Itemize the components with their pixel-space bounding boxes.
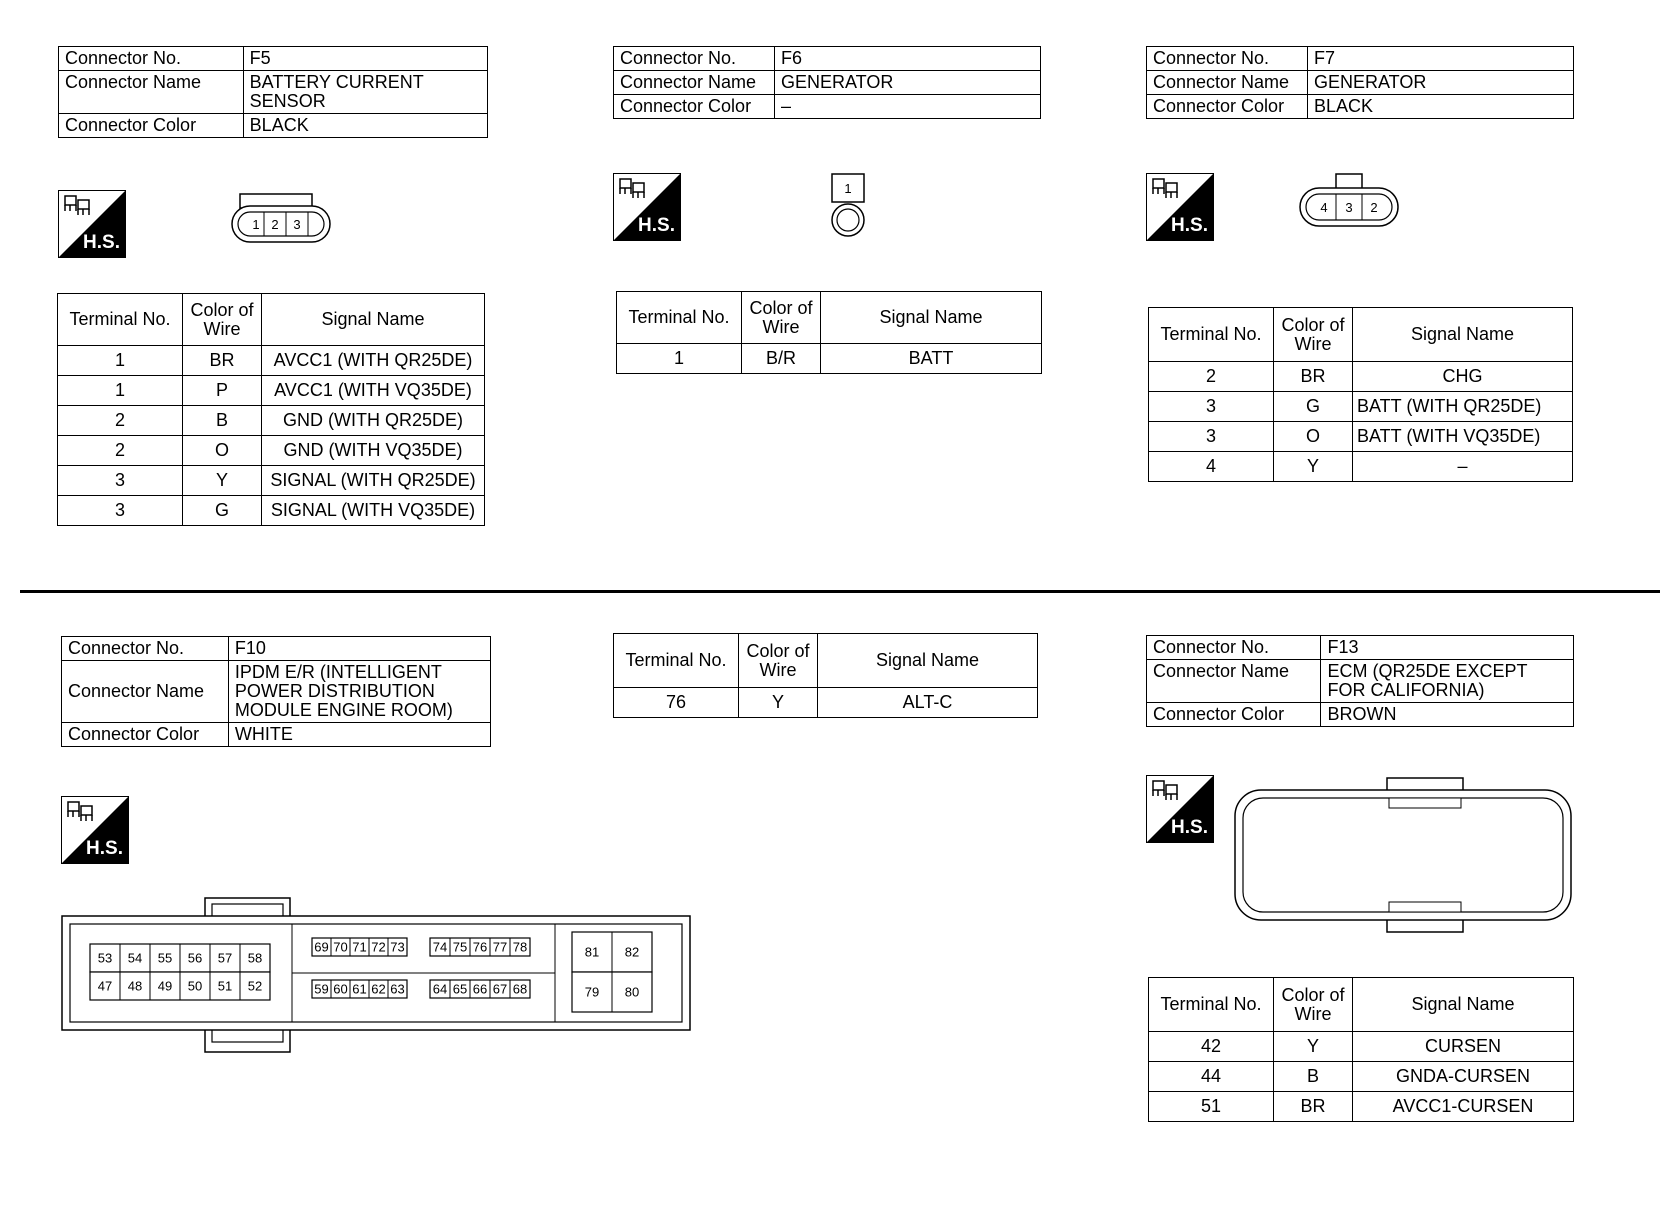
f7-pin-2: 2 (1370, 200, 1378, 215)
f6-connector-no: F6 (775, 47, 1041, 71)
f6-terminal-table (616, 291, 1042, 374)
f10-pin-61: 61 (352, 981, 367, 997)
f10-terminal-no-header: Terminal No. (614, 634, 739, 688)
f5-connector-color-label: Connector Color (59, 114, 244, 138)
f10-connector-no-label: Connector No. (62, 637, 229, 661)
f10-connector-name-label: Connector Name (62, 661, 229, 723)
f10-pin-68: 68 (512, 981, 528, 997)
f13-signal-name-header: Signal Name (1353, 978, 1574, 1032)
f13-info-table (1146, 635, 1574, 727)
f5-terminal-no-header: Terminal No. (58, 294, 183, 346)
f5-connector-name: BATTERY CURRENT SENSOR (243, 71, 487, 114)
f10-pin-77: 77 (492, 939, 508, 955)
table-row: 42 Y CURSEN (1149, 1032, 1574, 1062)
f10-pin-63: 63 (390, 981, 405, 997)
f13-connector-face (1233, 776, 1573, 934)
table-row: 44 B GNDA-CURSEN (1149, 1062, 1574, 1092)
f10-wire-color-header: Color of Wire (739, 634, 818, 688)
f10-hs-icon: H.S. (61, 796, 129, 864)
f10-pin-69: 69 (314, 939, 329, 955)
f7-signal-name-header: Signal Name (1353, 308, 1573, 362)
f7-info-table (1146, 46, 1574, 119)
f10-pin-74: 74 (432, 939, 448, 955)
f10-pin-70: 70 (333, 939, 348, 955)
f10-pin-52: 52 (247, 978, 263, 994)
f13-terminal-no-header: Terminal No. (1149, 978, 1274, 1032)
f10-pin-66: 66 (472, 981, 488, 997)
f10-pin-71: 71 (352, 939, 367, 955)
f6-connector-name-label: Connector Name (614, 71, 775, 95)
table-row: 1 BR AVCC1 (WITH QR25DE) (58, 346, 485, 376)
f6-wire-color-header: Color of Wire (742, 292, 821, 344)
f5-hs-icon: H.S. (58, 190, 126, 258)
f10-signal-name-header: Signal Name (818, 634, 1038, 688)
f7-pin-4: 4 (1320, 200, 1328, 215)
f10-pin-82: 82 (624, 944, 640, 960)
f5-connector-face (230, 192, 332, 248)
f13-wire-color-header: Color of Wire (1274, 978, 1353, 1032)
table-row: 1 B/R BATT (617, 344, 1042, 374)
f10-pin-73: 73 (390, 939, 405, 955)
f13-connector-color: BROWN (1321, 703, 1574, 727)
f6-connector-no-label: Connector No. (614, 47, 775, 71)
f10-info-table (61, 636, 491, 747)
f10-pin-72: 72 (371, 939, 386, 955)
f5-info-table (58, 46, 488, 138)
f10-pin-64: 64 (432, 981, 448, 997)
table-row: 2 B GND (WITH QR25DE) (58, 406, 485, 436)
f6-hs-icon: H.S. (613, 173, 681, 241)
f13-hs-icon: H.S. (1146, 775, 1214, 843)
f10-terminal-table (613, 633, 1038, 718)
f10-connector-name: IPDM E/R (INTELLIGENT POWER DISTRIBUTION MODULE ENGINE ROOM) (228, 661, 490, 723)
f10-pin-80: 80 (624, 984, 640, 1000)
f10-pin-59: 59 (314, 981, 329, 997)
f10-connector-color-label: Connector Color (62, 723, 229, 747)
f13-connector-no-label: Connector No. (1147, 636, 1321, 660)
f10-pin-51: 51 (217, 978, 233, 994)
f6-connector-name: GENERATOR (775, 71, 1041, 95)
f13-connector-color-label: Connector Color (1147, 703, 1321, 727)
section-divider (20, 590, 1660, 593)
f5-signal-name-header: Signal Name (262, 294, 485, 346)
f10-pin-58: 58 (247, 950, 263, 966)
f10-pin-60: 60 (333, 981, 348, 997)
f10-pin-67: 67 (492, 981, 508, 997)
f5-connector-color: BLACK (243, 114, 487, 138)
f5-connector-name-label: Connector Name (59, 71, 244, 114)
f13-connector-name-label: Connector Name (1147, 660, 1321, 703)
f7-hs-icon: H.S. (1146, 173, 1214, 241)
f10-connector-color: WHITE (228, 723, 490, 747)
f5-pin-1: 1 (252, 217, 260, 232)
f6-terminal-no-header: Terminal No. (617, 292, 742, 344)
f10-pin-75: 75 (452, 939, 468, 955)
f5-connector-no: F5 (243, 47, 487, 71)
f10-pin-56: 56 (187, 950, 203, 966)
f5-pin-3: 3 (293, 217, 301, 232)
f10-pin-79: 79 (584, 984, 600, 1000)
f10-pin-53: 53 (97, 950, 113, 966)
table-row: 3 O BATT (WITH VQ35DE) (1149, 422, 1573, 452)
f13-terminal-table (1148, 977, 1574, 1122)
f10-pin-57: 57 (217, 950, 233, 966)
f10-pin-50: 50 (187, 978, 203, 994)
f7-terminal-table (1148, 307, 1573, 482)
f5-wire-color-header: Color of Wire (183, 294, 262, 346)
f7-connector-face (1298, 170, 1400, 232)
f10-pin-81: 81 (584, 944, 600, 960)
table-row: 2 BR CHG (1149, 362, 1573, 392)
table-row: 3 G SIGNAL (WITH VQ35DE) (58, 496, 485, 526)
table-row: 76 Y ALT-C (614, 688, 1038, 718)
table-row: 51 BR AVCC1-CURSEN (1149, 1092, 1574, 1122)
table-row: 4 Y – (1149, 452, 1573, 482)
f5-pin-2: 2 (271, 217, 279, 232)
f10-pin-65: 65 (452, 981, 468, 997)
f7-terminal-no-header: Terminal No. (1149, 308, 1274, 362)
f10-pin-55: 55 (157, 950, 173, 966)
f10-pin-76: 76 (472, 939, 488, 955)
f10-pin-54: 54 (127, 950, 143, 966)
f6-pin-1: 1 (844, 181, 852, 196)
f6-connector-color-label: Connector Color (614, 95, 775, 119)
f10-pin-62: 62 (371, 981, 386, 997)
f10-pin-49: 49 (157, 978, 173, 994)
f7-wire-color-header: Color of Wire (1274, 308, 1353, 362)
f5-terminal-table (57, 293, 485, 526)
f5-connector-no-label: Connector No. (59, 47, 244, 71)
table-row: 3 G BATT (WITH QR25DE) (1149, 392, 1573, 422)
f10-pin-47: 47 (97, 978, 113, 994)
table-row: 1 P AVCC1 (WITH VQ35DE) (58, 376, 485, 406)
table-row: 3 Y SIGNAL (WITH QR25DE) (58, 466, 485, 496)
f7-connector-name-label: Connector Name (1147, 71, 1308, 95)
f10-connector-face (60, 896, 694, 1058)
f13-connector-name: ECM (QR25DE EXCEPT FOR CALIFORNIA) (1321, 660, 1574, 703)
f10-connector-no: F10 (228, 637, 490, 661)
f7-connector-no-label: Connector No. (1147, 47, 1308, 71)
f10-pin-78: 78 (512, 939, 528, 955)
f7-connector-color: BLACK (1308, 95, 1574, 119)
f7-pin-3: 3 (1345, 200, 1353, 215)
f10-pin-48: 48 (127, 978, 143, 994)
f7-connector-name: GENERATOR (1308, 71, 1574, 95)
f7-connector-color-label: Connector Color (1147, 95, 1308, 119)
f13-connector-no: F13 (1321, 636, 1574, 660)
f6-connector-color: – (775, 95, 1041, 119)
f6-signal-name-header: Signal Name (821, 292, 1042, 344)
f7-connector-no: F7 (1308, 47, 1574, 71)
f6-connector-face (828, 172, 868, 242)
f6-info-table (613, 46, 1041, 119)
table-row: 2 O GND (WITH VQ35DE) (58, 436, 485, 466)
